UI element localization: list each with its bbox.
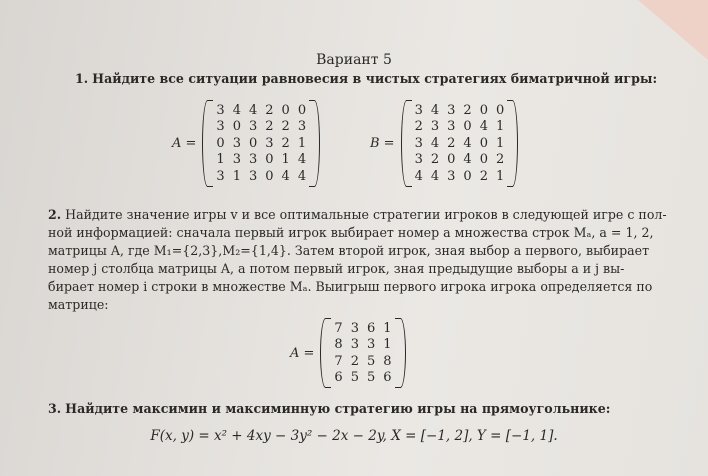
matrix-a-brackets	[202, 100, 320, 187]
matrix-cell: 2	[265, 102, 274, 118]
matrix-cell: 5	[350, 370, 359, 386]
matrix-cell: 5	[366, 353, 376, 369]
matrix-cell: 3	[447, 102, 456, 118]
matrix-cell: 3	[216, 102, 225, 118]
task3-formula: F(x, y) = x² + 4xy − 3y² − 2x − 2y, X = [−1, 2], Y = [−1, 1].	[150, 428, 558, 444]
matrix-row	[212, 168, 310, 185]
matrix-cell: 4	[463, 152, 472, 168]
matrix-a2-label: A =	[290, 345, 315, 361]
matrix-cell: 1	[495, 119, 505, 135]
matrix-cell: 0	[479, 135, 488, 151]
matrix-cell: 0	[479, 152, 488, 168]
matrix-cell: 4	[430, 135, 440, 151]
matrix-cell: 0	[297, 102, 307, 118]
matrix-cell: 3	[430, 119, 440, 135]
task2-line: матрицы A, где M₁={2,3},M₂={1,4}. Затем второй игрок, зная выбор a первого, выбирает	[48, 243, 650, 258]
matrix-cell: 2	[495, 152, 505, 168]
matrix-cell: 4	[463, 135, 472, 151]
matrix-cell: 1	[495, 135, 505, 151]
matrix-cell: 3	[447, 119, 456, 135]
matrix-cell: 6	[366, 320, 376, 336]
matrix-cell: 8	[334, 337, 343, 353]
matrix-cell: 2	[430, 152, 440, 168]
matrix-row	[411, 168, 509, 185]
matrix-cell: 3	[216, 168, 225, 184]
matrix-b	[370, 100, 518, 187]
matrix-cell: 3	[248, 119, 258, 135]
matrix-b-table	[411, 102, 509, 185]
matrix-cell: 3	[248, 152, 258, 168]
matrix-row	[212, 119, 310, 136]
task1-number: 1.	[75, 71, 89, 86]
matrix-a-table	[212, 102, 310, 185]
matrix-row	[212, 135, 310, 152]
matrix-cell: 1	[383, 320, 392, 336]
matrix-cell: 0	[232, 119, 241, 135]
task2-line: ной информацией: сначала первый игрок выбирает номер a множества строк Mₐ, a = 1, 2,	[48, 225, 654, 240]
matrix-row	[212, 152, 310, 169]
matrix-row	[411, 152, 509, 169]
matrix-b-brackets	[401, 100, 519, 187]
matrix-cell: 3	[265, 135, 274, 151]
matrix-a2-brackets	[320, 318, 405, 388]
matrix-cell: 3	[248, 168, 258, 184]
matrix-row	[330, 353, 395, 370]
matrix-row	[330, 337, 395, 354]
matrix-cell: 0	[248, 135, 258, 151]
matrix-cell: 2	[265, 119, 274, 135]
matrix-cell: 3	[414, 152, 423, 168]
task2-line: матрице:	[48, 297, 109, 312]
matrix-cell: 1	[216, 152, 225, 168]
task3-text: Найдите максимин и максиминную стратегию игры на прямоугольнике:	[65, 401, 611, 416]
matrix-cell: 4	[414, 168, 423, 184]
matrix-b-label: B =	[370, 135, 395, 151]
matrix-cell: 3	[297, 119, 307, 135]
matrix-cell: 7	[334, 320, 343, 336]
matrix-cell: 1	[297, 135, 307, 151]
matrix-cell: 5	[366, 370, 376, 386]
matrix-cell: 1	[281, 152, 290, 168]
matrix-cell: 2	[447, 135, 456, 151]
matrix-a-label: A =	[172, 135, 197, 151]
matrix-cell: 3	[232, 135, 241, 151]
matrix-row	[330, 320, 395, 337]
matrix-cell: 0	[216, 135, 225, 151]
matrix-cell: 2	[414, 119, 423, 135]
matrix-cell: 3	[447, 168, 456, 184]
task1-text: Найдите все ситуации равновесия в чистых стратегиях биматричной игры:	[92, 71, 658, 86]
matrix-cell: 2	[281, 119, 290, 135]
matrix-cell: 1	[232, 168, 241, 184]
task3-number: 3.	[48, 401, 62, 416]
task2-line: бирает номер i строки в множестве Mₐ. Выигрыш первого игрока игрока определяется по	[48, 279, 653, 294]
matrix-a2	[290, 318, 406, 388]
matrix-cell: 3	[414, 135, 423, 151]
task1-line	[75, 70, 685, 88]
matrix-cell: 8	[383, 353, 392, 369]
task2-text: Найдите значение игры v и все оптимальные стратегии игроков в следующей игре с пол-	[65, 207, 667, 222]
matrix-cell: 1	[383, 337, 392, 353]
matrix-cell: 0	[265, 152, 274, 168]
matrix-cell: 4	[430, 102, 440, 118]
task2-line: номер j столбца матрицы A, а потом первый игрок, зная предыдущие выборы a и j вы-	[48, 261, 625, 276]
variant-title: Вариант 5	[316, 52, 392, 68]
matrix-cell: 0	[463, 119, 472, 135]
matrix-row	[212, 102, 310, 119]
matrix-cell: 0	[281, 102, 290, 118]
matrix-row	[330, 370, 395, 387]
matrix-cell: 4	[479, 119, 488, 135]
matrix-cell: 3	[366, 337, 376, 353]
matrix-cell: 3	[350, 320, 359, 336]
matrix-cell: 0	[447, 152, 456, 168]
matrix-cell: 2	[281, 135, 290, 151]
matrix-cell: 0	[479, 102, 488, 118]
matrix-cell: 1	[495, 168, 505, 184]
matrix-cell: 3	[350, 337, 359, 353]
task2-block	[48, 206, 698, 314]
matrix-cell: 4	[232, 102, 241, 118]
pink-corner	[638, 0, 708, 60]
matrix-cell: 7	[334, 353, 343, 369]
matrix-cell: 4	[248, 102, 258, 118]
matrix-cell: 0	[463, 168, 472, 184]
task2-number: 2.	[48, 207, 62, 222]
matrix-cell: 2	[479, 168, 488, 184]
task3-line	[48, 400, 698, 418]
matrix-row	[411, 135, 509, 152]
matrix-cell: 4	[297, 152, 307, 168]
matrix-cell: 3	[414, 102, 423, 118]
matrix-cell: 0	[265, 168, 274, 184]
matrix-cell: 4	[430, 168, 440, 184]
matrix-a2-table	[330, 320, 395, 386]
matrix-cell: 4	[297, 168, 307, 184]
matrix-row	[411, 119, 509, 136]
matrix-cell: 4	[281, 168, 290, 184]
matrix-cell: 2	[463, 102, 472, 118]
task2-first-line	[48, 206, 698, 224]
matrix-cell: 6	[383, 370, 392, 386]
matrix-a	[172, 100, 320, 187]
matrix-cell: 3	[232, 152, 241, 168]
matrix-cell: 2	[350, 353, 359, 369]
matrix-cell: 3	[216, 119, 225, 135]
matrix-row	[411, 102, 509, 119]
matrix-cell: 6	[334, 370, 343, 386]
matrix-cell: 0	[495, 102, 505, 118]
